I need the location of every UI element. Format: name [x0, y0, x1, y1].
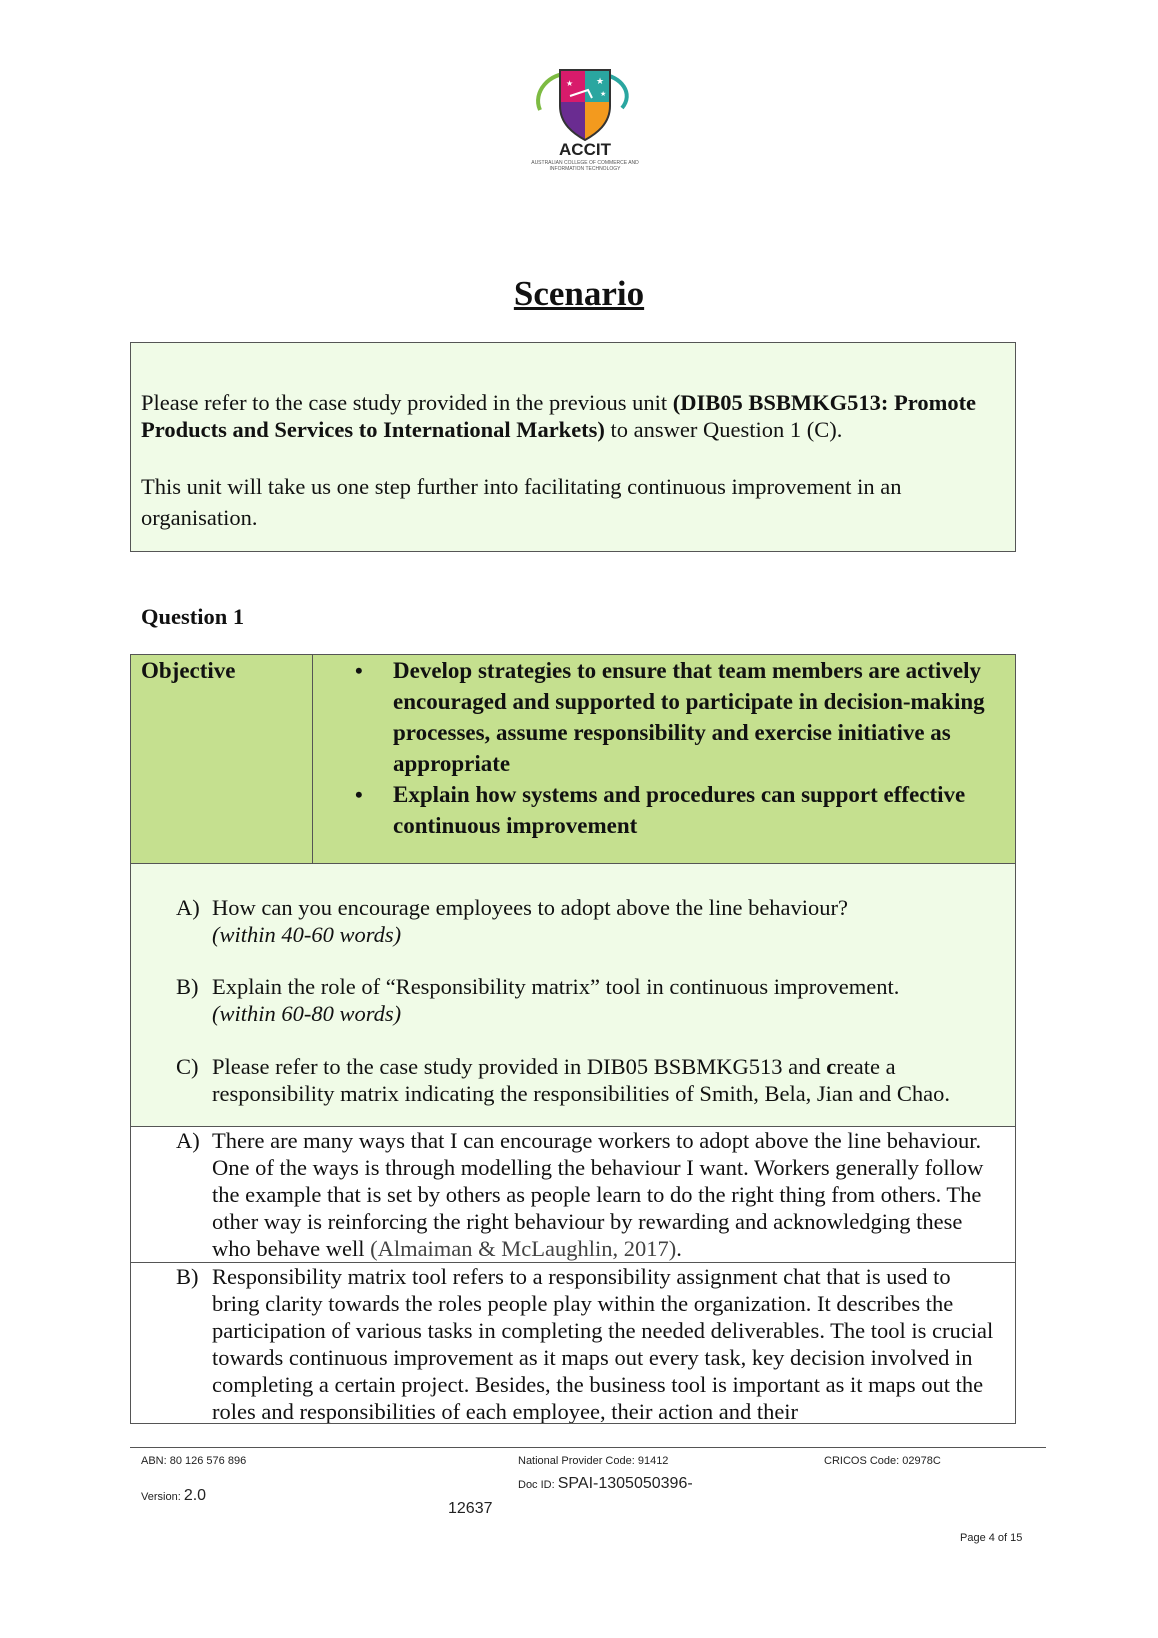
- doc-id-continuation: 12637: [448, 1500, 493, 1517]
- footer-doc-id: [518, 1475, 693, 1493]
- svg-text:★: ★: [600, 90, 607, 98]
- answer-citation: (Almaiman & McLaughlin, 2017): [370, 1236, 677, 1261]
- svg-text:★: ★: [566, 79, 574, 88]
- question-text: [212, 1053, 996, 1107]
- footer-page-number: Page 4 of 15: [960, 1532, 1023, 1544]
- logo-name: ACCIT: [559, 140, 611, 159]
- version-label: Version:: [141, 1491, 181, 1503]
- answer-text: [212, 1127, 996, 1262]
- question-heading: Question 1: [141, 604, 245, 629]
- footer-cricos: CRICOS Code: 02978C: [824, 1455, 941, 1467]
- svg-text:★: ★: [596, 77, 605, 87]
- scenario-paragraph-1: [141, 389, 1001, 443]
- question-letter: C): [176, 1054, 199, 1079]
- scenario-text-end: to answer Question 1 (C).: [604, 417, 843, 442]
- page-title: Scenario: [513, 274, 645, 313]
- objective-label: Objective: [141, 658, 236, 683]
- scenario-unit-name: (DIB05 BSBMKG513: Promote Products and Services to International Markets): [141, 390, 977, 442]
- scenario-text: Please refer to the case study provided in the previous unit: [141, 390, 673, 415]
- objective-item: • Develop strategies to ensure that team members are actively encouraged and supported to participate in decision-making processes, assume responsibility and exercise initiative as appropriate: [355, 655, 995, 779]
- doc-id-value: SPAI-1305050396-: [557, 1475, 693, 1492]
- footer-version: [141, 1487, 206, 1505]
- accit-shield-icon: [530, 62, 640, 142]
- questions-row: [131, 864, 1015, 1127]
- scenario-box: [130, 342, 1016, 552]
- question-text: Explain the role of “Responsibility matrix” tool in continuous improvement.: [212, 974, 900, 999]
- objective-row: [131, 655, 1015, 864]
- column-divider: [312, 655, 313, 863]
- footer-doc-id-cont: [448, 1500, 493, 1518]
- answer-b: [176, 1263, 996, 1423]
- answer-letter: A): [176, 1128, 200, 1153]
- question-table: [130, 654, 1016, 1424]
- objective-item: • Explain how systems and procedures can support effective continuous improvement: [355, 779, 995, 841]
- answer-row-a: [131, 1127, 1015, 1263]
- answer-text: Responsibility matrix tool refers to a responsibility assignment chat that is used to bring clarity towards the roles people play within the organization. It describes the participation of various tasks in completing the needed deliverables. The tool is crucial towards continuous improvement as it maps out every task, key decision involved in completing a certain project. Besides, the business tool is important as it maps out the roles and responsibilities of each employee, their action and their: [212, 1264, 994, 1423]
- question-bold-letter: c: [826, 1054, 837, 1079]
- question-c: [176, 1053, 996, 1107]
- scenario-paragraph-2: This unit will take us one step further into facilitating continuous improvement in an organisation.: [141, 474, 902, 530]
- footer-abn: ABN: 80 126 576 896: [141, 1455, 247, 1467]
- answer-end: .: [676, 1236, 682, 1261]
- logo-subtitle: AUSTRALIAN COLLEGE OF COMMERCE AND INFORMATION TECHNOLOGY: [531, 160, 639, 172]
- footer-provider-code: National Provider Code: 91412: [518, 1455, 669, 1467]
- question-hint: (within 60-80 words): [212, 1001, 402, 1026]
- answer-a: [176, 1127, 996, 1262]
- question-text: How can you encourage employees to adopt above the line behaviour?: [212, 895, 849, 920]
- doc-id-label: Doc ID:: [518, 1479, 555, 1491]
- answer-body: There are many ways that I can encourage workers to adopt above the line behaviour. One of the ways is through modelling the behaviour I want. Workers generally follow the example that is set by others as people learn to do the right thing from others. The other way is reinforcing the right behaviour by rewarding and acknowledging these who behave well: [212, 1128, 984, 1261]
- answer-row-b: [131, 1263, 1015, 1423]
- question-text-start: Please refer to the case study provided in DIB05 BSBMKG513 and: [212, 1054, 827, 1079]
- question-letter: B): [176, 974, 199, 999]
- question-a: [176, 894, 996, 948]
- answer-letter: B): [176, 1264, 199, 1289]
- question-b: [176, 973, 996, 1027]
- objective-list: [355, 655, 995, 841]
- question-hint: (within 40-60 words): [212, 922, 402, 947]
- version-value: 2.0: [183, 1487, 207, 1504]
- question-text-end: reate a responsibility matrix indicating the responsibilities of Smith, Bela, Jian and Chao.: [212, 1054, 951, 1106]
- accit-logo: [530, 62, 640, 182]
- footer-divider: [130, 1447, 1046, 1448]
- question-letter: A): [176, 895, 200, 920]
